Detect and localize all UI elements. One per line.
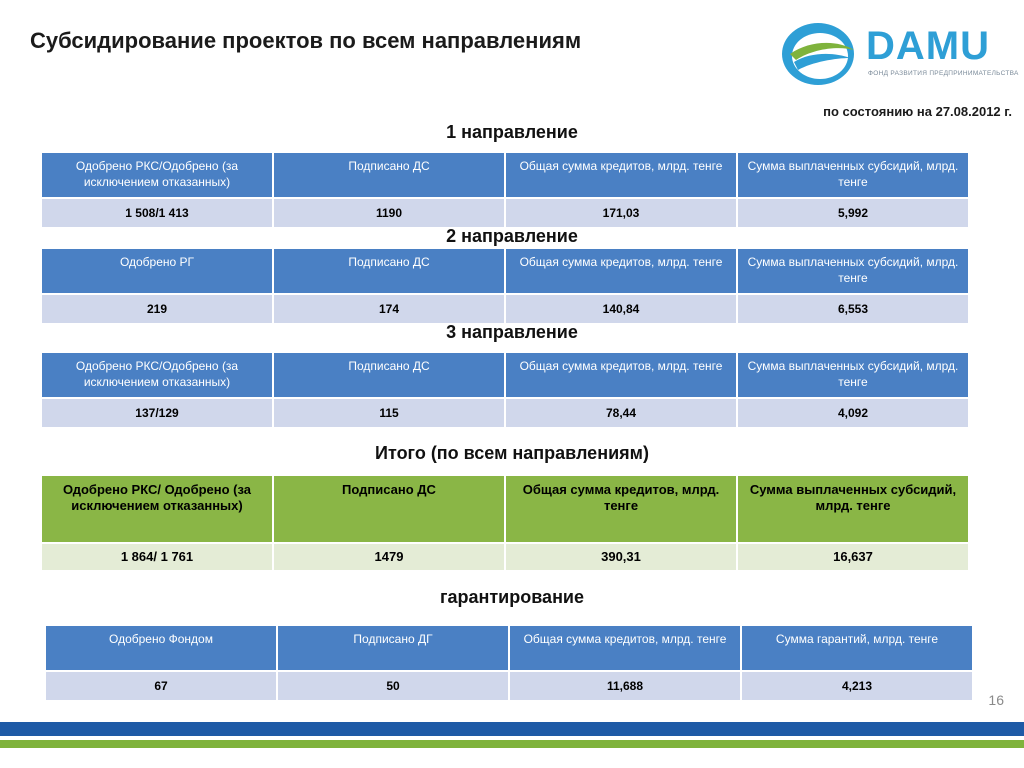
value-cell: 1 508/1 413 [41, 198, 273, 228]
table-section-3 [40, 351, 970, 429]
footer-bar-blue [0, 722, 1024, 736]
as-of-date: по состоянию на 27.08.2012 г. [823, 104, 1012, 119]
header-cell: Подписано ДС [273, 152, 505, 198]
header-cell: Общая сумма кредитов, млрд. тенге [505, 475, 737, 543]
header-cell: Сумма гарантий, млрд. тенге [741, 625, 973, 671]
table-header-row [41, 152, 969, 198]
value-cell: 115 [273, 398, 505, 428]
value-cell: 16,637 [737, 543, 969, 571]
table-value-row [45, 671, 973, 701]
page-number: 16 [988, 692, 1004, 708]
header-cell: Общая сумма кредитов, млрд. тенге [505, 352, 737, 398]
value-cell: 174 [273, 294, 505, 324]
header-cell: Сумма выплаченных субсидий, млрд. тенге [737, 152, 969, 198]
value-cell: 11,688 [509, 671, 741, 701]
value-cell: 50 [277, 671, 509, 701]
page-title: Субсидирование проектов по всем направлениям [30, 28, 582, 53]
header-cell: Одобрено РКС/ Одобрено (за исключением отказанных) [41, 475, 273, 543]
value-cell: 1190 [273, 198, 505, 228]
table-section-2 [40, 247, 970, 325]
header-cell: Подписано ДГ [277, 625, 509, 671]
section-title-1: 1 направление [446, 122, 578, 142]
header-cell: Подписано ДС [273, 475, 505, 543]
header-cell: Одобрено РКС/Одобрено (за исключением отказанных) [41, 152, 273, 198]
damu-logo-icon [780, 18, 860, 88]
logo-name: DAMU [866, 24, 990, 68]
header-cell: Общая сумма кредитов, млрд. тенге [505, 248, 737, 294]
damu-logo [780, 18, 1019, 88]
value-cell: 4,092 [737, 398, 969, 428]
header-cell: Общая сумма кредитов, млрд. тенге [509, 625, 741, 671]
logo-subtitle: ФОНД РАЗВИТИЯ ПРЕДПРИНИМАТЕЛЬСТВА [868, 70, 1019, 77]
table-value-row [41, 294, 969, 324]
header-cell: Одобрено РГ [41, 248, 273, 294]
value-cell: 5,992 [737, 198, 969, 228]
value-cell: 4,213 [741, 671, 973, 701]
header-cell: Подписано ДС [273, 248, 505, 294]
value-cell: 137/129 [41, 398, 273, 428]
header-cell: Сумма выплаченных субсидий, млрд. тенге [737, 475, 969, 543]
value-cell: 1 864/ 1 761 [41, 543, 273, 571]
table-header-row [41, 475, 969, 543]
section-title-totals: Итого (по всем направлениям) [375, 443, 649, 463]
value-cell: 67 [45, 671, 277, 701]
header-cell: Одобрено РКС/Одобрено (за исключением отказанных) [41, 352, 273, 398]
value-cell: 1479 [273, 543, 505, 571]
table-header-row [41, 352, 969, 398]
value-cell: 78,44 [505, 398, 737, 428]
footer-bar-green [0, 740, 1024, 748]
table-totals [40, 474, 970, 572]
header-cell: Одобрено Фондом [45, 625, 277, 671]
table-header-row [41, 248, 969, 294]
table-section-1 [40, 151, 970, 229]
table-value-row [41, 543, 969, 571]
value-cell: 6,553 [737, 294, 969, 324]
header-cell: Подписано ДС [273, 352, 505, 398]
value-cell: 390,31 [505, 543, 737, 571]
table-guarantees [44, 624, 974, 702]
table-header-row [45, 625, 973, 671]
table-value-row [41, 398, 969, 428]
table-value-row [41, 198, 969, 228]
header-cell: Общая сумма кредитов, млрд. тенге [505, 152, 737, 198]
header-cell: Сумма выплаченных субсидий, млрд. тенге [737, 248, 969, 294]
section-title-guarantees: гарантирование [439, 587, 585, 607]
section-title-2: 2 направление [446, 226, 578, 246]
value-cell: 140,84 [505, 294, 737, 324]
section-title-3: 3 направление [446, 322, 578, 342]
value-cell: 219 [41, 294, 273, 324]
header-cell: Сумма выплаченных субсидий, млрд. тенге [737, 352, 969, 398]
value-cell: 171,03 [505, 198, 737, 228]
